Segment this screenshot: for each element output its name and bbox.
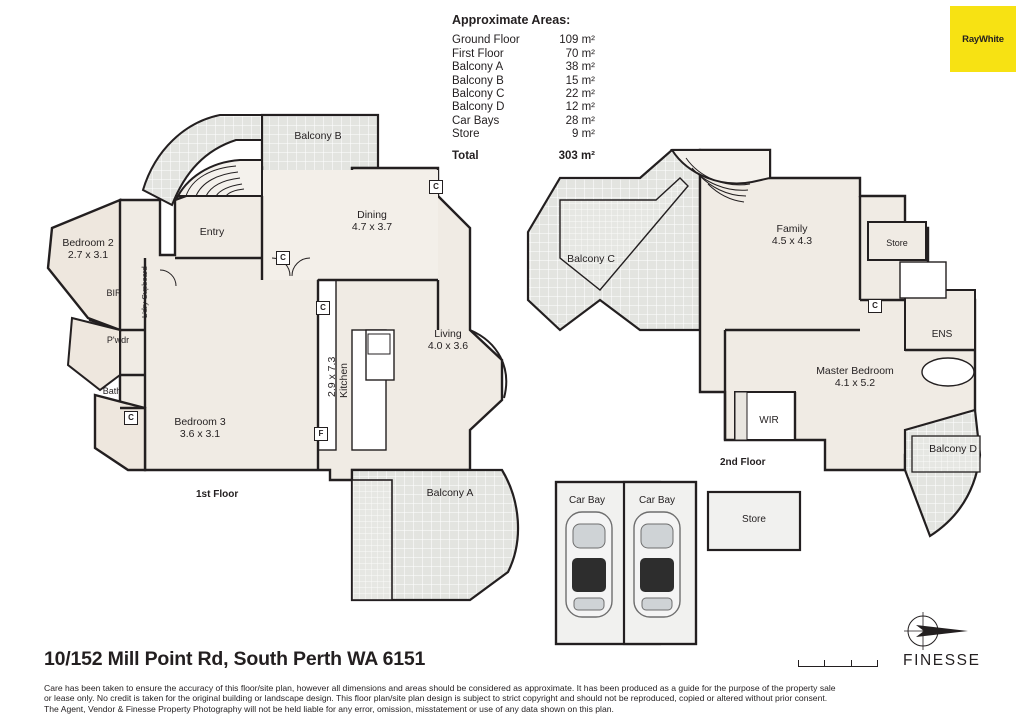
room-label-master-bedroom (790, 365, 920, 389)
area-value: 28 m² (565, 114, 595, 127)
total-value: 303 m² (558, 149, 595, 162)
marker-cupboard-upstairs: C (868, 299, 882, 313)
label-bir: BIR (106, 288, 122, 298)
room-dimensions: 4.0 x 3.6 (427, 340, 469, 352)
area-label: Balcony A (452, 61, 504, 74)
area-row-balcony-a (452, 61, 612, 74)
area-label: First Floor (452, 47, 504, 60)
logo-text: RayWhite (962, 33, 1004, 45)
marker-cupboard-3: C (316, 301, 330, 315)
marker-cupboard-4: C (124, 411, 138, 425)
label-bath: Bath (102, 386, 122, 396)
area-row-balcony-b (452, 75, 612, 88)
area-value: 109 m² (559, 34, 595, 47)
label-ens: ENS (931, 329, 953, 340)
label-store-garage: Store (742, 514, 766, 525)
room-name: Balcony A (426, 487, 474, 499)
room-dimensions: 4.7 x 3.7 (351, 221, 393, 233)
label-powder: P'wdr (106, 335, 130, 345)
first-floor-plan (48, 115, 518, 600)
room-name: Kitchen (338, 362, 350, 398)
room-name: Dining (357, 209, 387, 221)
disclaimer-line-2: or lease only. No credit is taken for the original building or landscape design. This floor plan/site plan design is subject to strict copyright and should not be reproduced, copied or altered without prior consent. (44, 693, 828, 704)
room-dimensions: 3.6 x 3.1 (179, 428, 221, 440)
room-dimensions: 2.9 x 7.3 (326, 356, 338, 398)
room-name: Balcony B (294, 130, 342, 142)
room-name: Entry (199, 226, 225, 238)
area-label: Balcony D (452, 101, 505, 114)
compass-icon (900, 608, 970, 654)
area-row-total (452, 150, 612, 163)
area-label: Balcony B (452, 74, 504, 87)
room-dimensions: 4.5 x 4.3 (771, 235, 813, 247)
area-label: Balcony C (452, 88, 505, 101)
room-label-dining (326, 209, 418, 233)
area-row-balcony-d (452, 101, 612, 114)
floor-tag-second-floor: 2nd Floor (720, 457, 766, 468)
area-label: Ground Floor (452, 34, 520, 47)
room-name: Balcony D (929, 443, 977, 455)
marker-fridge: F (314, 427, 328, 441)
room-dimensions: 2.7 x 3.1 (67, 249, 109, 261)
label-car-bay-2: Car Bay (638, 495, 676, 506)
area-row-ground-floor (452, 34, 612, 47)
room-label-balcony-b (272, 130, 364, 142)
area-row-store (452, 128, 612, 141)
room-label-family (740, 223, 844, 247)
marker-cupboard-1: C (429, 180, 443, 194)
disclaimer-line-3: The Agent, Vendor & Finesse Property Photography will not be held liable for any error, omission, misstatement or use of any data shown on this plan. (44, 703, 614, 714)
room-label-balcony-d (912, 443, 994, 455)
floor-tag-first-floor: 1st Floor (196, 489, 239, 500)
scale-bar (798, 655, 878, 667)
finesse-logo: FINESSE (903, 652, 981, 669)
disclaimer (44, 683, 984, 714)
area-value: 38 m² (565, 61, 595, 74)
room-label-bedroom-2 (36, 237, 140, 261)
area-row-first-floor (452, 48, 612, 61)
room-name: Master Bedroom (816, 365, 894, 377)
room-label-balcony-c (545, 253, 637, 265)
raywhite-logo (950, 6, 1016, 72)
area-value: 15 m² (565, 74, 595, 87)
room-label-entry (180, 226, 244, 238)
areas-title: Approximate Areas: (452, 13, 571, 27)
area-value: 12 m² (565, 101, 595, 114)
marker-cupboard-2: C (276, 251, 290, 265)
area-label: Store (452, 128, 480, 141)
label-car-bay-1: Car Bay (568, 495, 606, 506)
area-value: 70 m² (565, 47, 595, 60)
second-floor-plan (528, 150, 980, 536)
area-row-car-bays (452, 115, 612, 128)
page-title: 10/152 Mill Point Rd, South Perth WA 6151 (44, 648, 426, 670)
area-label: Car Bays (452, 114, 500, 127)
car-bays-plan (556, 482, 800, 644)
room-name: Bedroom 3 (174, 416, 226, 428)
room-label-balcony-a (398, 487, 502, 499)
area-value: 22 m² (565, 88, 595, 101)
area-row-balcony-c (452, 88, 612, 101)
room-name: Family (776, 223, 808, 235)
room-label-bedroom-3 (148, 416, 252, 440)
total-label: Total (452, 149, 479, 162)
room-label-kitchen-dim (326, 338, 340, 416)
room-name: Living (434, 328, 462, 340)
label-wir: WIR (759, 415, 779, 426)
disclaimer-line-1: Care has been taken to ensure the accuracy of this floor/site plan, however all dimensions and areas should be considered as approximate. It has been produced as a guide for the purpose of the property sale (44, 683, 836, 693)
room-label-kitchen (338, 344, 352, 416)
approximate-areas-table (452, 14, 612, 163)
room-label-living (402, 328, 494, 352)
area-value: 9 m² (572, 128, 595, 141)
label-laundry-cupboard: L'dry Cupboard (140, 266, 149, 318)
label-store-upstairs: Store (886, 238, 908, 248)
room-name: Bedroom 2 (62, 237, 114, 249)
room-dimensions: 4.1 x 5.2 (834, 377, 876, 389)
room-name: Balcony C (567, 253, 615, 265)
